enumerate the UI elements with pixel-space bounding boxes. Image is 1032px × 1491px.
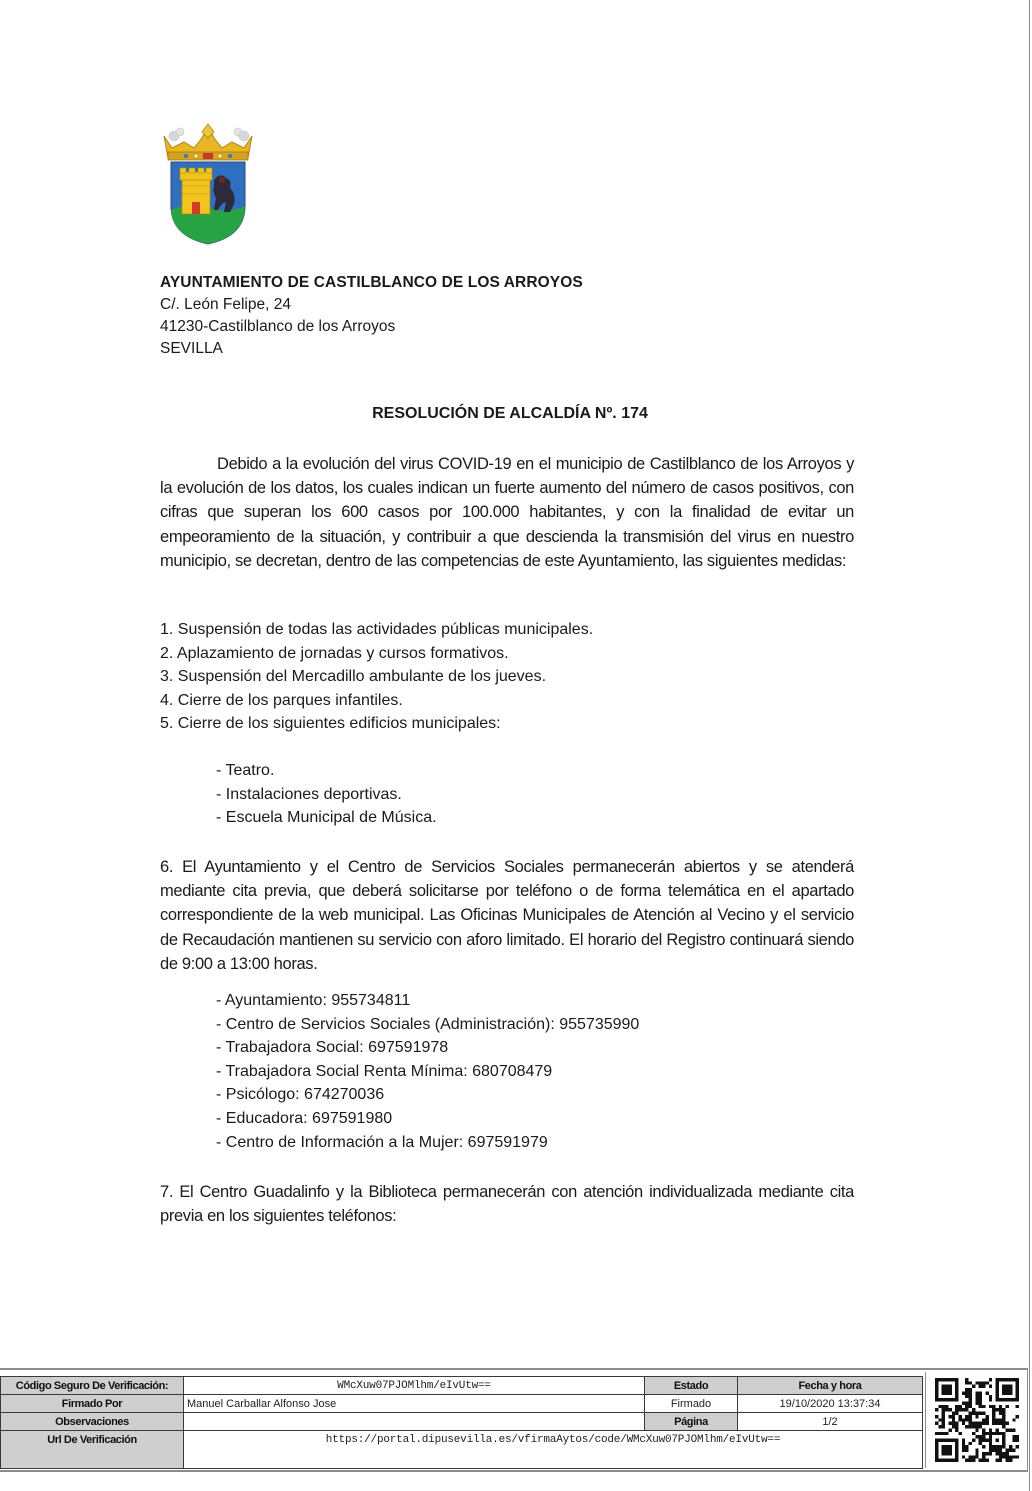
- list-item: - Trabajadora Social Renta Mínima: 680708479: [216, 1062, 553, 1080]
- fecha-label: Fecha y hora: [738, 1377, 923, 1395]
- list-item: 3. Suspensión del Mercadillo ambulante de los jueves.: [160, 668, 547, 686]
- table-row: [1, 1395, 923, 1413]
- letterhead: [160, 272, 583, 360]
- estado-value: Firmado: [645, 1395, 738, 1413]
- list-item: - Centro de Información a la Mujer: 697591979: [216, 1133, 548, 1151]
- paragraph-6: 6. El Ayuntamiento y el Centro de Servicios Sociales permanecerán abiertos y se atenderá mediante cita previa, que deberá solicitarse por teléfono o de forma telemática en el apartado correspondiente de la web municipal. Las Oficinas Municipales de Atención al Vecino y el servicio de Recaudación mantienen su servicio con aforo limitado. El horario del Registro continuará siendo de 9:00 a 13:00 horas.: [160, 858, 854, 973]
- pagina-value: 1/2: [738, 1413, 923, 1431]
- paragraph-7: 7. El Centro Guadalinfo y la Biblioteca permanecerán con atención individualizada mediante cita previa en los siguientes teléfonos:: [160, 1183, 854, 1226]
- intro-paragraph: Debido a la evolución del virus COVID-19 en el municipio de Castilblanco de los Arroyos y la evolución de los datos, los cuales indican un fuerte aumento del número de casos positivos, con cifras que superan los 600 casos por 100.000 habitantes, y con la finalidad de evitar un empeoramiento de la situación, y contribuir a que descienda la transmisión del virus en nuestro municipio, se decretan, dentro de las competencias de este Ayuntamiento, las siguientes medidas:: [160, 455, 854, 570]
- buildings-list: [216, 759, 437, 830]
- fecha-value: 19/10/2020 13:37:34: [738, 1395, 923, 1413]
- list-item: - Psicólogo: 674270036: [216, 1086, 385, 1104]
- csv-value: WMcXuw07PJOMlhm/eIvUtw==: [184, 1377, 645, 1395]
- qr-code-container: [925, 1372, 1025, 1468]
- observaciones-value: [184, 1413, 645, 1431]
- province: SEVILLA: [160, 340, 223, 357]
- address-line: C/. León Felipe, 24: [160, 296, 291, 313]
- list-item: - Trabajadora Social: 697591978: [216, 1039, 449, 1057]
- list-item: 5. Cierre de los siguientes edificios municipales:: [160, 715, 501, 733]
- qr-code-icon: [935, 1378, 1019, 1462]
- csv-label: Código Seguro De Verificación:: [1, 1377, 184, 1395]
- table-row: [1, 1377, 923, 1395]
- list-item: 1. Suspensión de todas las actividades públicas municipales.: [160, 621, 594, 638]
- observaciones-label: Observaciones: [1, 1413, 184, 1431]
- coat-of-arms-icon: [158, 122, 258, 248]
- pagina-label: Página: [645, 1413, 738, 1431]
- list-item: - Instalaciones deportivas.: [216, 785, 402, 803]
- verification-table: [0, 1376, 923, 1469]
- measures-list: [160, 618, 593, 736]
- firmado-por-value: Manuel Carballar Alfonso Jose: [184, 1395, 645, 1413]
- verification-url-link[interactable]: https://portal.dipusevilla.es/vfirmaAytos/code/WMcXuw07PJOMlhm/eIvUtw==: [184, 1431, 923, 1469]
- page-edge-line: [1029, 0, 1030, 1491]
- list-item: 2. Aplazamiento de jornadas y cursos formativos.: [160, 644, 509, 662]
- table-row: [1, 1413, 923, 1431]
- list-item: - Ayuntamiento: 955734811: [216, 992, 411, 1009]
- url-label: Url De Verificación: [1, 1431, 184, 1469]
- estado-label: Estado: [645, 1377, 738, 1395]
- organization-name: AYUNTAMIENTO DE CASTILBLANCO DE LOS ARROYOS: [160, 274, 583, 291]
- table-row: [1, 1431, 923, 1469]
- list-item: 4. Cierre de los parques infantiles.: [160, 691, 403, 709]
- verification-footer: [0, 1368, 1028, 1472]
- list-item: - Teatro.: [216, 762, 275, 779]
- firmado-por-label: Firmado Por: [1, 1395, 184, 1413]
- list-item: - Centro de Servicios Sociales (Administración): 955735990: [216, 1015, 640, 1033]
- postal-line: 41230-Castilblanco de los Arroyos: [160, 318, 396, 335]
- list-item: - Escuela Municipal de Música.: [216, 809, 437, 827]
- document-title: RESOLUCIÓN DE ALCALDÍA Nº. 174: [372, 405, 648, 422]
- list-item: - Educadora: 697591980: [216, 1109, 393, 1127]
- phones-list: [216, 989, 639, 1154]
